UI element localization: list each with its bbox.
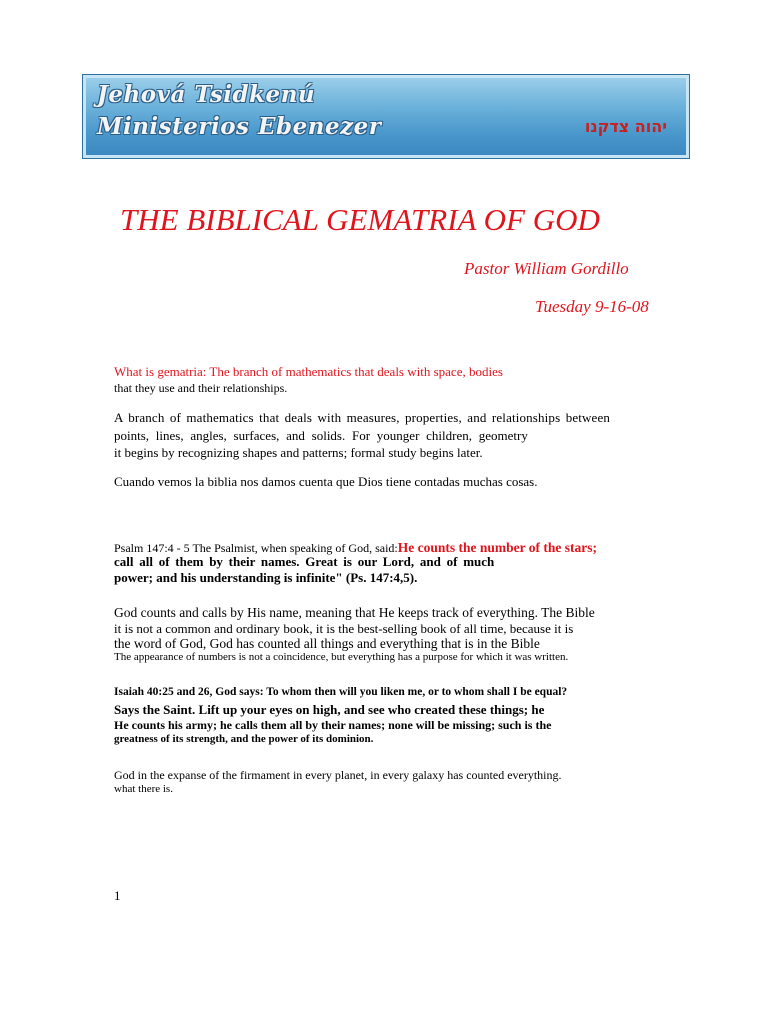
isaiah-line3: He counts his army; he calls them all by their names; none will be missing; such is the: [114, 718, 552, 732]
gematria-definition-line2: that they use and their relationships.: [114, 381, 288, 395]
banner-title-line2: Ministerios Ebenezer: [97, 113, 382, 140]
page-number: 1: [114, 888, 121, 903]
bible-paragraph-line1: God counts and calls by His name, meaning that He keeps track of everything. The Bible: [114, 605, 595, 620]
isaiah-line2: Says the Saint. Lift up your eyes on high, and see who created these things; he: [114, 702, 545, 717]
isaiah-line4: greatness of its strength, and the power of its dominion.: [114, 733, 374, 745]
bible-paragraph-line2: it is not a common and ordinary book, it is the best-selling book of all time, because it is: [114, 621, 574, 636]
geometry-paragraph-line1: A branch of mathematics that deals with measures, properties, and relationships between: [114, 410, 611, 425]
header-banner: [82, 74, 690, 159]
gematria-definition-line1: What is gematria: The branch of mathematics that deals with space, bodies: [114, 364, 503, 379]
banner-title-line1: Jehová Tsidkenú: [97, 81, 316, 108]
isaiah-line1: Isaiah 40:25 and 26, God says: To whom then will you liken me, or to whom shall I be equal?: [114, 686, 568, 698]
psalm-prefix: Psalm 147:4 - 5 The Psalmist, when speaking of God, said:: [114, 541, 398, 555]
psalm-line3: power; and his understanding is infinite" (Ps. 147:4,5).: [114, 570, 418, 585]
document-author: Pastor William Gordillo: [464, 259, 629, 278]
spanish-paragraph: Cuando vemos la biblia nos damos cuenta que Dios tiene contadas muchas cosas.: [114, 474, 538, 489]
psalm-quote-red: He counts the number of the stars;: [397, 540, 598, 555]
geometry-paragraph-line2: points, lines, angles, surfaces, and solids. For younger children, geometry: [114, 428, 528, 443]
document-date: Tuesday 9-16-08: [535, 297, 649, 316]
bible-paragraph-line3: the word of God, God has counted all things and everything that is in the Bible: [114, 636, 540, 651]
document-title: THE BIBLICAL GEMATRIA OF GOD: [120, 202, 600, 237]
firmament-line1: God in the expanse of the firmament in every planet, in every galaxy has counted everything.: [114, 768, 562, 782]
banner-hebrew-text: יהוה צדקנו: [584, 117, 667, 136]
geometry-paragraph-line3: it begins by recognizing shapes and patterns; formal study begins later.: [114, 445, 483, 460]
psalm-line2: call all of them by their names. Great is our Lord, and of much: [114, 554, 495, 569]
bible-paragraph-line4: The appearance of numbers is not a coincidence, but everything has a purpose for which it was written.: [114, 651, 569, 663]
firmament-line2: what there is.: [114, 783, 173, 795]
